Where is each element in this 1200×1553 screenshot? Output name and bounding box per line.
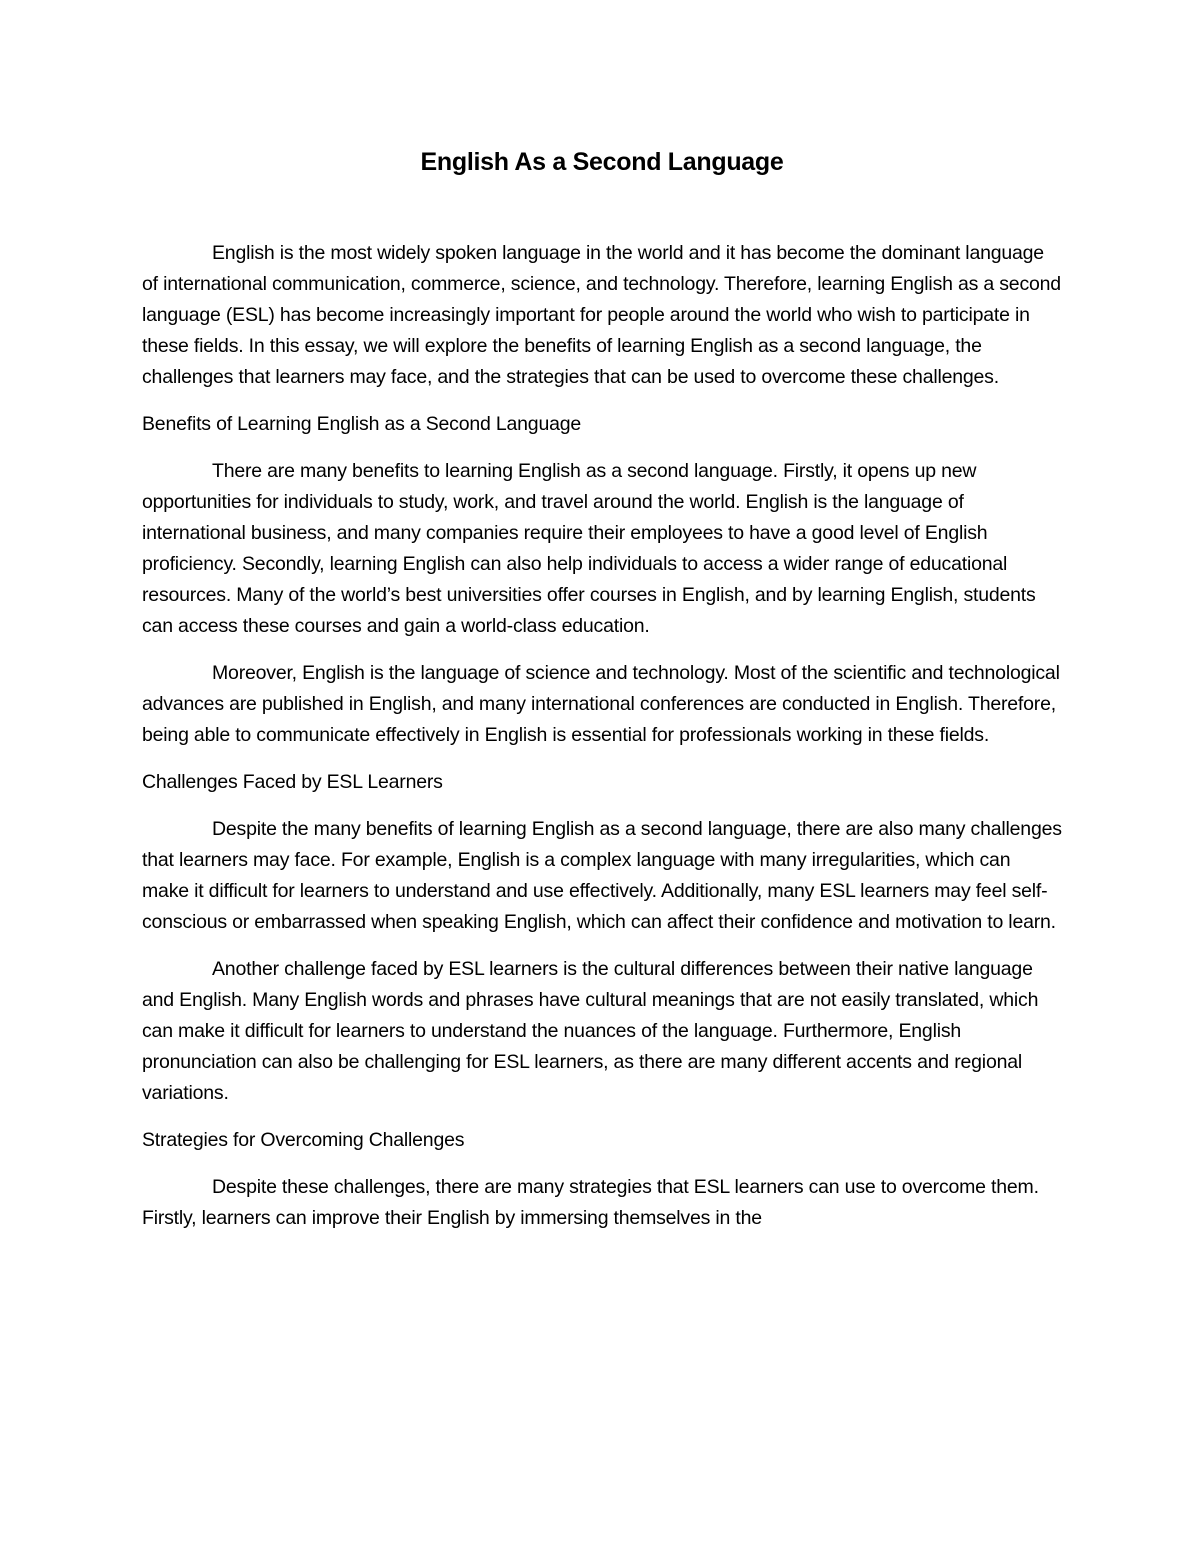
section-heading-challenges: Challenges Faced by ESL Learners xyxy=(142,771,443,793)
section-heading-benefits: Benefits of Learning English as a Second Language xyxy=(142,413,582,435)
paragraph-intro: English is the most widely spoken language in the world and it has become the dominant language of international communication, commerce, science, and technology. Therefore, learning English as a second language (ESL) has become increasingly important for people around the world who wish to participate in these fields. In this essay, we will explore the benefits of learning English as a second language, the challenges that learners may face, and the strategies that can be used to overcome these challenges. xyxy=(142,242,1061,388)
paragraph-challenges-1: Despite the many benefits of learning English as a second language, there are also many challenges that learners may face. For example, English is a complex language with many irregularities, which can make it difficult for learners to understand and use effectively. Additionally, many ESL learners may feel self-conscious or embarrassed when speaking English, which can affect their confidence and motivation to learn. xyxy=(142,818,1062,933)
paragraph-benefits-1: There are many benefits to learning English as a second language. Firstly, it opens up new opportunities for individuals to study, work, and travel around the world. English is the language of international business, and many companies require their employees to have a good level of English proficiency. Secondly, learning English can also help individuals to access a wider range of educational resources. Many of the world’s best universities offer courses in English, and by learning English, students can access these courses and gain a world-class education. xyxy=(142,460,1036,637)
paragraph-strategies-1: Despite these challenges, there are many strategies that ESL learners can use to overcome them. Firstly, learners can improve their English by immersing themselves in the xyxy=(142,1176,1039,1229)
document-title: English As a Second Language xyxy=(420,148,784,176)
document-body xyxy=(142,142,1062,1250)
paragraph-challenges-2: Another challenge faced by ESL learners is the cultural differences between their native language and English. Many English words and phrases have cultural meanings that are not easily translated, which can make it difficult for learners to understand the nuances of the language. Furthermore, English pronunciation can also be challenging for ESL learners, as there are many different accents and regional variations. xyxy=(142,958,1039,1104)
section-heading-strategies: Strategies for Overcoming Challenges xyxy=(142,1129,465,1151)
paragraph-benefits-2: Moreover, English is the language of science and technology. Most of the scientific and technological advances are published in English, and many international conferences are conducted in English. Therefore, being able to communicate effectively in English is essential for professionals working in these fields. xyxy=(142,662,1060,746)
